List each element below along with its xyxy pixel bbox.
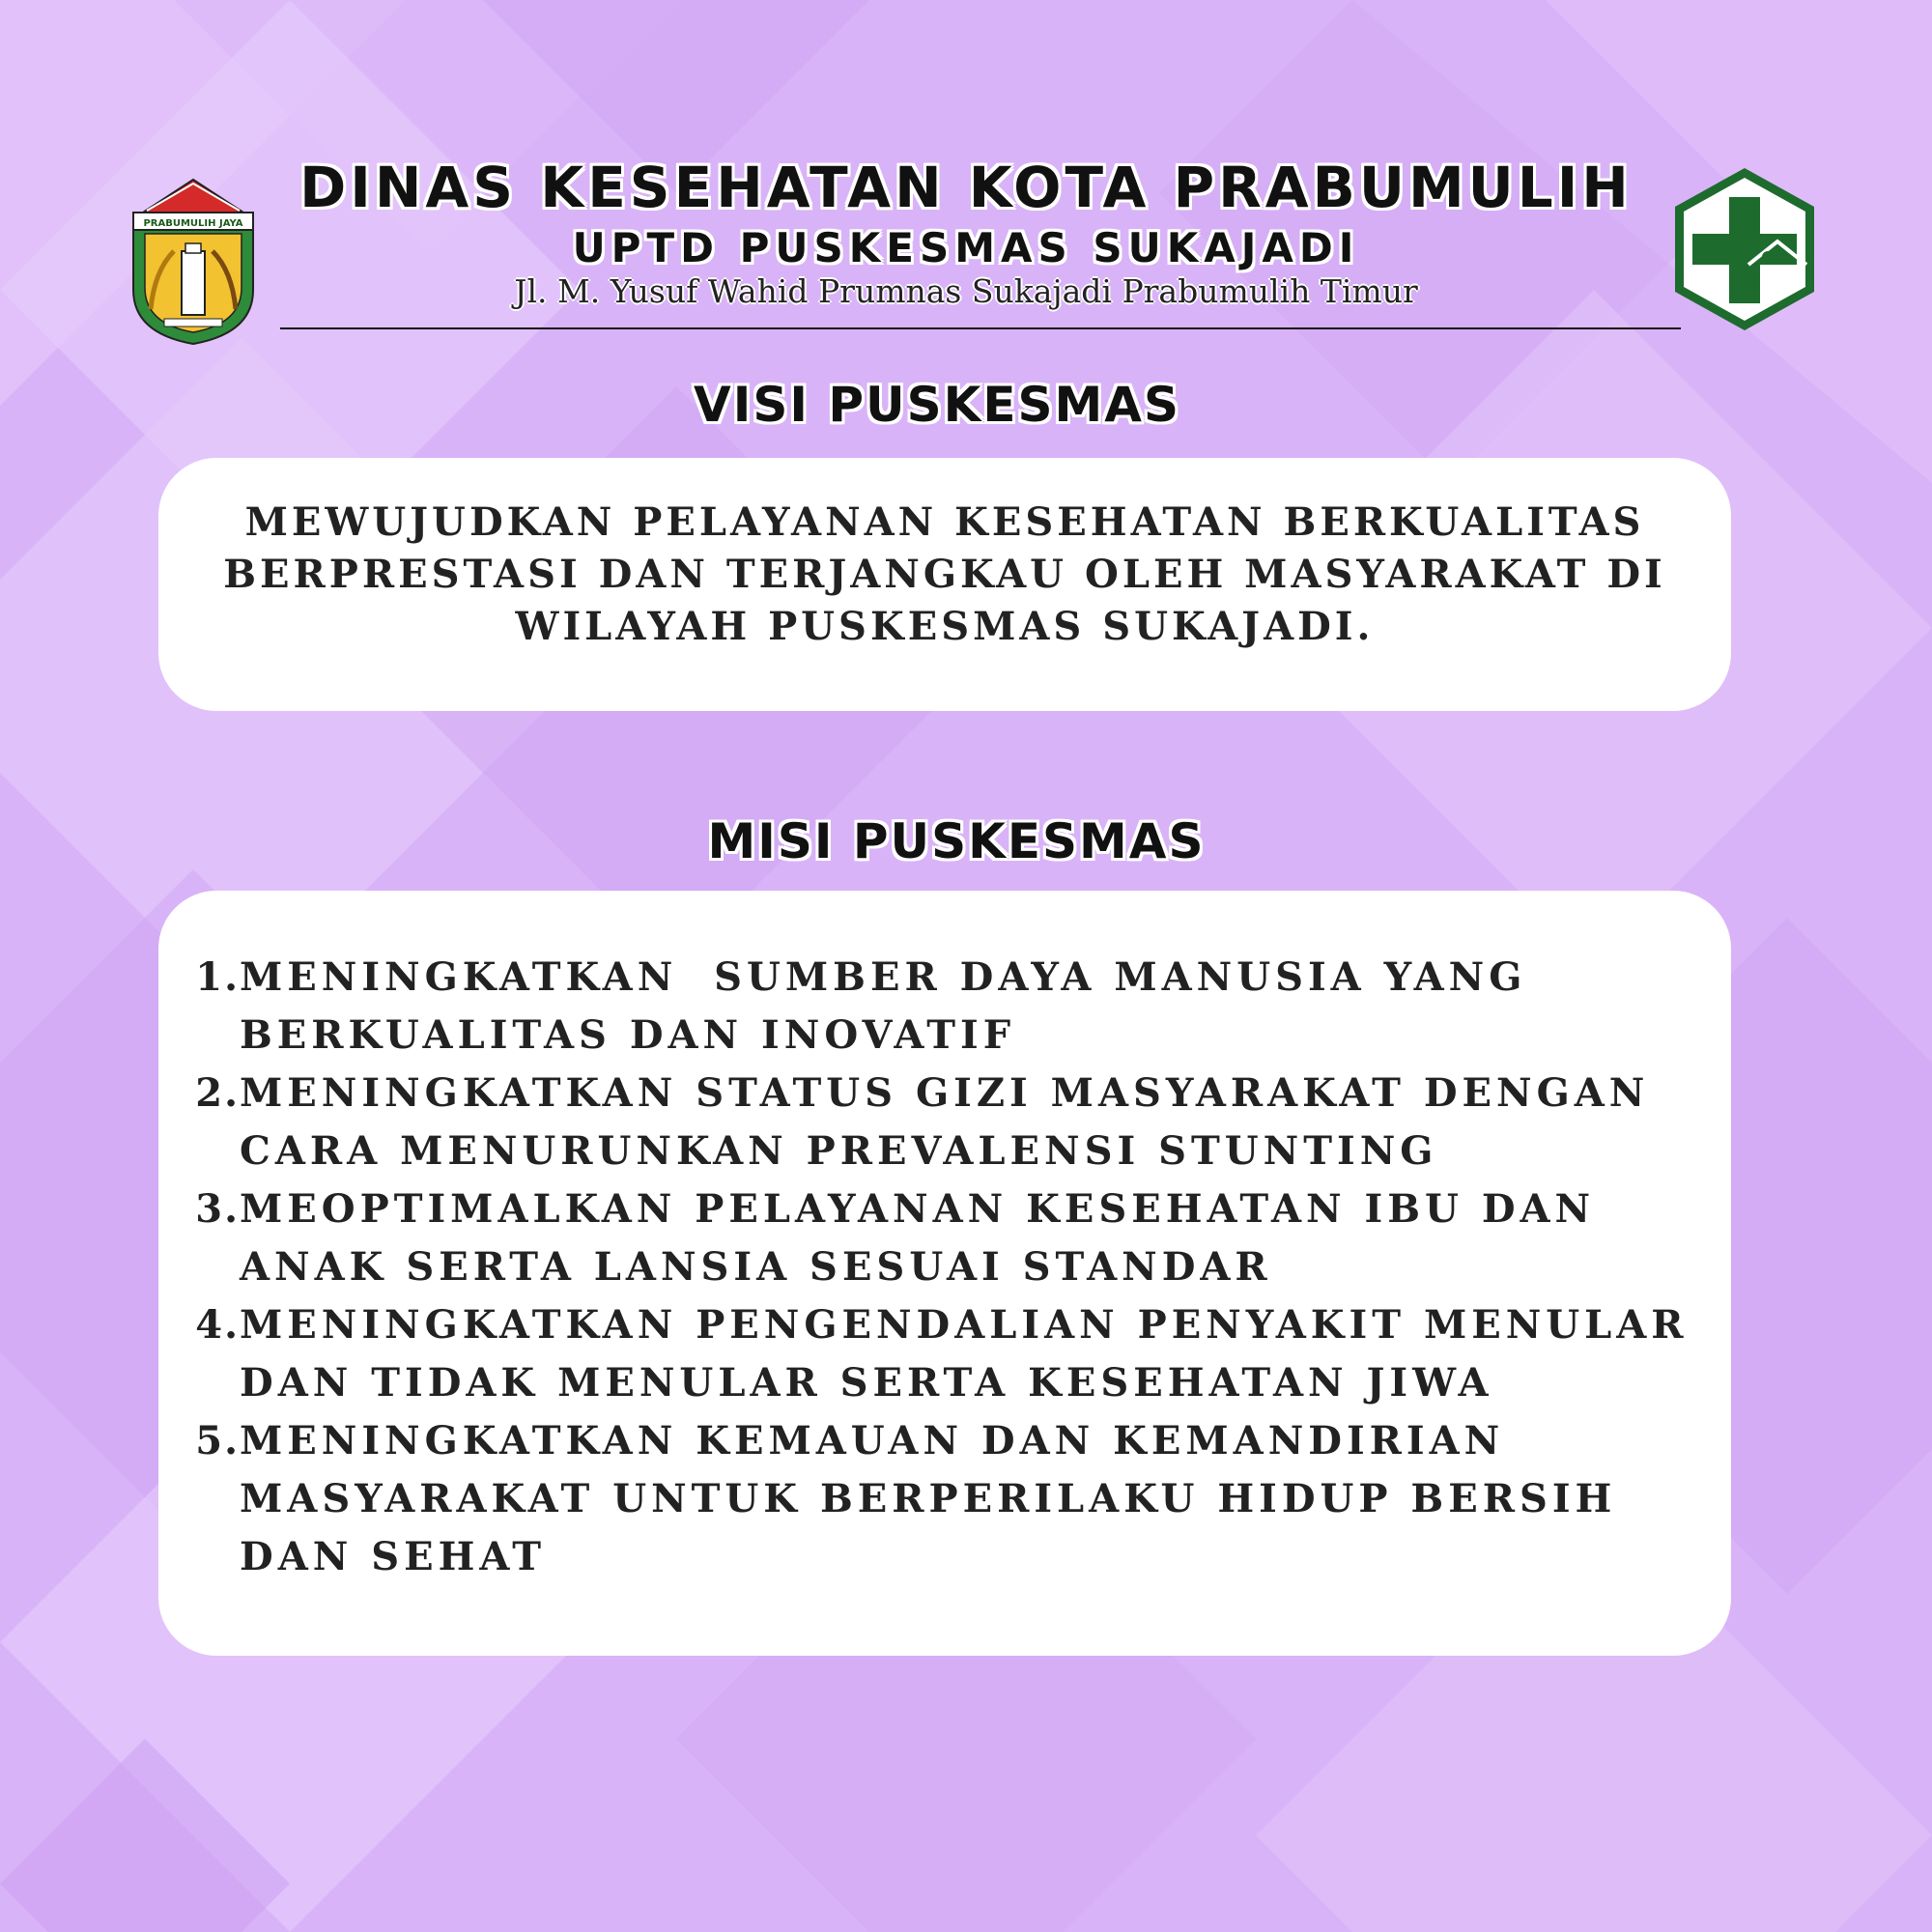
list-item-number: 5. — [195, 1418, 240, 1463]
svg-text:PRABUMULIH JAYA: PRABUMULIH JAYA — [143, 218, 243, 229]
list-item-text: MEOPTIMALKAN PELAYANAN KESEHATAN IBU DAN ANAK SERTA LANSIA SESUAI STANDAR — [240, 1186, 1596, 1290]
misi-list — [189, 949, 1712, 1586]
page-title: DINAS KESEHATAN KOTA PRABUMULIH — [299, 155, 1633, 220]
list-item — [189, 1180, 1712, 1296]
misi-card — [158, 891, 1731, 1656]
city-crest-icon — [126, 174, 261, 348]
puskesmas-cross-icon — [1669, 164, 1820, 334]
list-item — [189, 1296, 1712, 1412]
header-divider — [280, 327, 1681, 329]
list-item-text: MENINGKATKAN STATUS GIZI MASYARAKAT DENGAN CARA MENURUNKAN PREVALENSI STUNTING — [240, 1070, 1650, 1174]
list-item — [189, 1065, 1712, 1180]
list-item-number: 3. — [195, 1186, 240, 1232]
misi-heading: MISI PUSKESMAS — [707, 813, 1206, 869]
visi-text: MEWUJUDKAN PELAYANAN KESEHATAN BERKUALITAS BERPRESTASI DAN TERJANGKAU OLEH MASYARAKAT DI WILAYAH PUSKESMAS SUKAJADI. — [223, 499, 1666, 649]
list-item — [189, 949, 1712, 1065]
address-text: Jl. M. Yusuf Wahid Prumnas Sukajadi Prabumulih Timur — [514, 272, 1418, 310]
list-item — [189, 1412, 1712, 1586]
list-item-text: MENINGKATKAN SUMBER DAYA MANUSIA YANG BERKUALITAS DAN INOVATIF — [240, 954, 1546, 1058]
list-item-number: 4. — [195, 1302, 240, 1348]
page-subtitle: UPTD PUSKESMAS SUKAJADI — [572, 224, 1360, 271]
visi-heading: VISI PUSKESMAS — [694, 377, 1180, 433]
list-item-text: MENINGKATKAN KEMAUAN DAN KEMANDIRIAN MASYARAKAT UNTUK BERPERILAKU HIDUP BERSIH DAN SEHAT — [240, 1418, 1617, 1579]
list-item-number: 2. — [195, 1070, 240, 1116]
list-item-text: MENINGKATKAN PENGENDALIAN PENYAKIT MENULAR DAN TIDAK MENULAR SERTA KESEHATAN JIWA — [240, 1302, 1689, 1406]
visi-card — [158, 458, 1731, 711]
list-item-number: 1. — [195, 954, 240, 1000]
